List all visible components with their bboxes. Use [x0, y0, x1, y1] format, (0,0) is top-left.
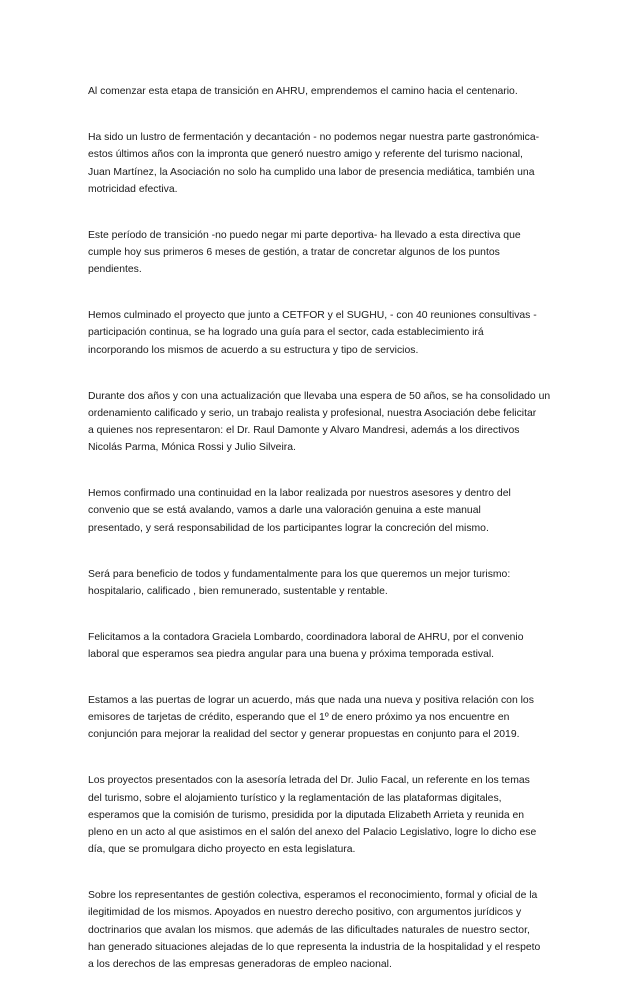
document-body	[88, 66, 554, 1002]
paragraph-lustro: Ha sido un lustro de fermentación y decantación - no podemos negar nuestra parte gastronómica- estos últimos años con la impronta que generó nuestro amigo y referente del turismo nacional, Juan Martínez, la Asociación no solo ha cumplido una labor de presencia mediática, también una motricidad efectiva.	[88, 132, 540, 195]
paragraph-proyecto-cetfor: Hemos culminado el proyecto que junto a CETFOR y el SUGHU, - con 40 reuniones consultivas - participación continua, se ha logrado una guía para el sector, cada establecimiento irá incorporando los mismos de acuerdo a su estructura y tipo de servicios.	[88, 310, 537, 356]
paragraph-tarjetas-credito: Estamos a las puertas de lograr un acuerdo, más que nada una nueva y positiva relación con los emisores de tarjetas de crédito, esperando que el 1º de enero próximo ya nos encuentre en conjunción para mejorar la realidad del sector y generar propuestas en conjunto para el 2019.	[88, 695, 534, 741]
paragraph-felicitaciones: Felicitamos a la contadora Graciela Lombardo, coordinadora laboral de AHRU, por el convenio laboral que esperamos sea piedra angular para una buena y próxima temporada estival.	[88, 631, 524, 661]
paragraph-proyectos-legales: Los proyectos presentados con la asesoría letrada del Dr. Julio Facal, un referente en los temas del turismo, sobre el alojamiento turístico y la reglamentación de las plataformas digitales, esperamos que la comisión de turismo, presidida por la diputada Elizabeth Arrieta y reunida en pleno en un acto al que asistimos en el salón del anexo del Palacio Legislativo, logre lo dicho ese día, que se promulgara dicho proyecto en esta legislatura.	[88, 775, 537, 856]
paragraph-transicion: Este período de transición -no puedo negar mi parte deportiva- ha llevado a esta directiva que cumple hoy sus primeros 6 meses de gestión, a tratar de concretar algunos de los puntos pendientes.	[88, 229, 521, 276]
paragraph-ordenamiento: Durante dos años y con una actualización que llevaba una espera de 50 años, se ha consolidado un ordenamiento calificado y serio, un trabajo realista y profesional, nuestra Asociación debe felicitar a quienes nos representaron: el Dr. Raul Damonte y Alvaro Mandresi, además a los directivos Nicolás Parma, Mónica Rossi y Julio Silveira.	[88, 390, 551, 454]
paragraph-beneficio: Será para beneficio de todos y fundamentalmente para los que queremos un mejor turismo: hospitalario, calificado , bien remunerado, sustentable y rentable.	[88, 568, 511, 597]
paragraph-continuidad: Hemos confirmado una continuidad en la labor realizada por nuestros asesores y dentro del convenio que se está avalando, vamos a darle una valoración genuina a este manual presentado, y será responsabilidad de los participantes lograr la concreción del mismo.	[88, 488, 511, 534]
paragraph-gestion-colectiva: Sobre los representantes de gestión colectiva, esperamos el reconocimiento, formal y oficial de la ilegitimidad de los mismos. Apoyados en nuestro derecho positivo, con argumentos jurídicos y doctrinarios que avalan los mismos. que además de las dificultades naturales de nuestro sector, han generado situaciones alejadas de lo que representa la industria de la hospitalidad y el respeto a los derechos de las empresas generadoras de empleo nacional.	[88, 890, 541, 971]
paragraph-intro: Al comenzar esta etapa de transición en AHRU, emprendemos el camino hacia el centenario.	[88, 86, 518, 98]
